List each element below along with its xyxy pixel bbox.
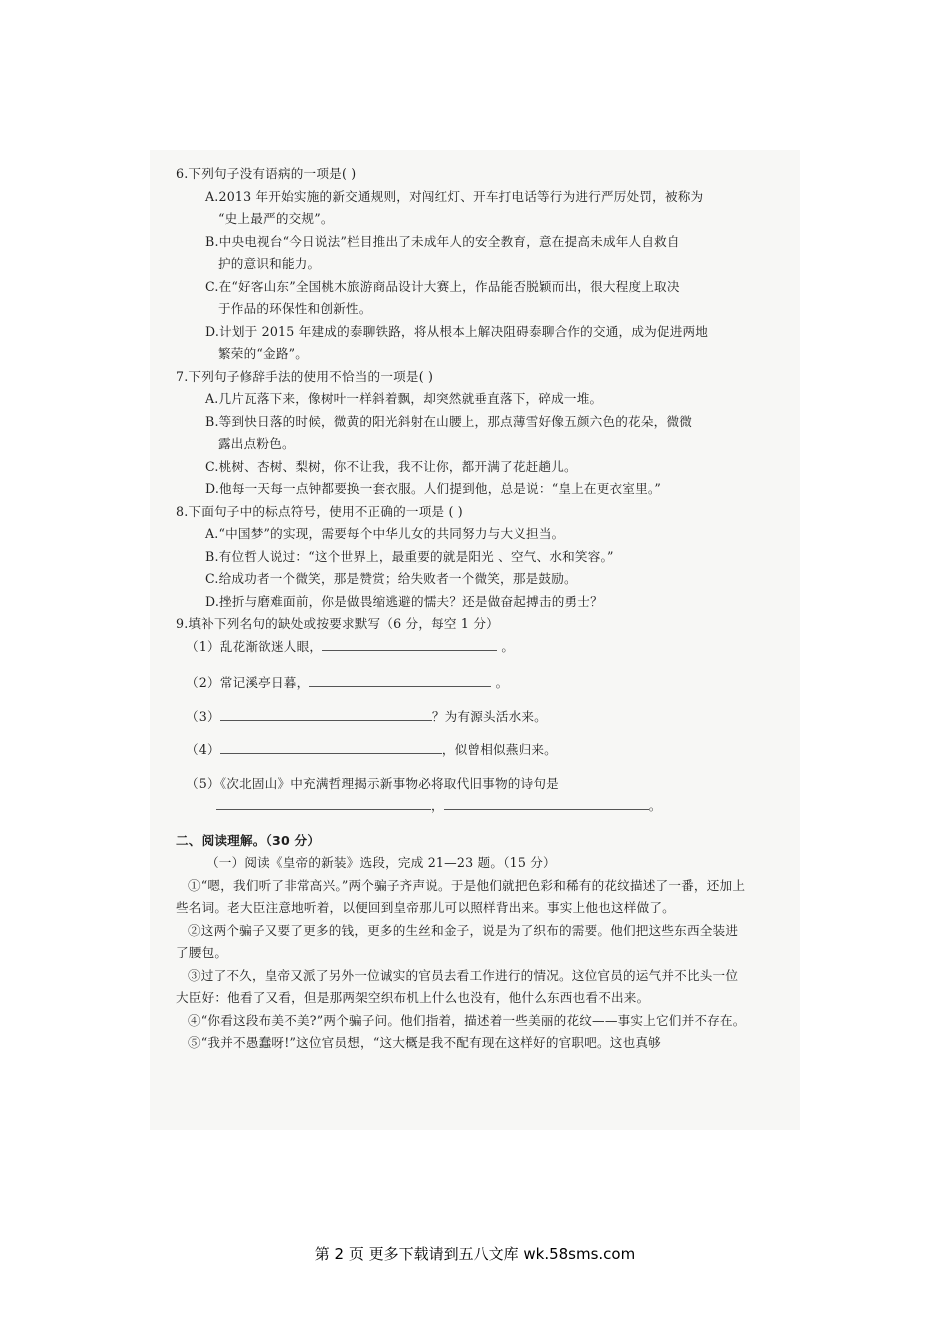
q9-item-5: （5）《次北固山》中充满哲理揭示新事物必将取代旧事物的诗句是 ， 。 bbox=[186, 775, 662, 813]
q9-item-1: （1）乱花渐欲迷人眼， 。 bbox=[176, 636, 746, 659]
q7-option-c: C.桃树、杏树、梨树，你不让我，我不让你，都开满了花赶趟儿。 bbox=[205, 458, 577, 474]
section-2-title: 二、阅读理解。（30 分） bbox=[176, 832, 321, 848]
reading-paragraph-1: ①“嗯，我们听了非常高兴。”两个骗子齐声说。于是他们就把色彩和稀有的花纹描述了一番，还加上些名词。老大臣注意地听着，以便回到皇帝那儿可以照样背出来。事实上他也这样做了。 bbox=[176, 877, 746, 915]
section-2-subtitle: （一）阅读《皇帝的新装》选段，完成 21—23 题。（15 分） bbox=[206, 855, 556, 870]
answer-blank-4[interactable] bbox=[220, 739, 442, 754]
q7-option-d: D.他每一天每一点钟都要换一套衣服。人们提到他，总是说：“皇上在更衣室里。” bbox=[205, 481, 662, 496]
page-footer: 第 2 页 更多下载请到五八文库 wk.58sms.com bbox=[314, 1245, 636, 1263]
reading-paragraph-2: ②这两个骗子又要了更多的钱，更多的生丝和金子，说是为了织布的需要。他们把这些东西全装进了腰包。 bbox=[176, 922, 739, 960]
q8-option-c: C.给成功者一个微笑，那是赞赏；给失败者一个微笑，那是鼓励。 bbox=[205, 571, 577, 586]
exam-content bbox=[176, 163, 746, 1055]
answer-blank-5b[interactable] bbox=[444, 795, 649, 810]
q9-stem: 9.填补下列名句的缺处或按要求默写（6 分，每空 1 分） bbox=[176, 616, 499, 631]
q8-option-a: A.“中国梦”的实现，需要每个中华儿女的共同努力与大义担当。 bbox=[205, 526, 565, 541]
reading-paragraph-4: ④“你看这段布美不美?”两个骗子问。他们指着，描述着一些美丽的花纹——事实上它们并不存在。 bbox=[188, 1012, 746, 1028]
answer-blank-3[interactable] bbox=[220, 706, 432, 721]
q7-stem: 7.下列句子修辞手法的使用不恰当的一项是( ) bbox=[176, 368, 434, 384]
q9-item-3: （3） ？为有源头活水来。 bbox=[176, 706, 746, 729]
answer-blank-2[interactable] bbox=[309, 672, 491, 687]
q6-option-c: C.在“好客山东”全国桃木旅游商品设计大赛上，作品能否脱颖而出，很大程度上取决 于作品的环保性和创新性。 bbox=[205, 278, 680, 316]
q7-option-b: B.等到快日落的时候，微黄的阳光斜射在山腰上，那点薄雪好像五颜六色的花朵，微微 露出点粉色。 bbox=[205, 413, 693, 451]
q8-option-b: B.有位哲人说过：“这个世界上，最重要的就是阳光 、空气、水和笑容。” bbox=[205, 548, 614, 564]
reading-paragraph-3: ③过了不久，皇帝又派了另外一位诚实的官员去看工作进行的情况。这位官员的运气并不比头一位大臣好：他看了又看，但是那两架空织布机上什么也没有，他什么东西也看不出来。 bbox=[176, 967, 739, 1005]
q9-item-2: （2）常记溪亭日暮， 。 bbox=[176, 672, 746, 695]
q8-option-d: D.挫折与磨难面前，你是做畏缩逃避的懦夫？还是做奋起搏击的勇士？ bbox=[205, 593, 603, 609]
q8-stem: 8.下面句子中的标点符号，使用不正确的一项是 ( ) bbox=[176, 503, 463, 519]
answer-blank-1[interactable] bbox=[322, 636, 497, 651]
q6-option-d: D.计划于 2015 年建成的泰聊铁路，将从根本上解决阻碍泰聊合作的交通，成为促进两地 繁荣的“金路”。 bbox=[205, 323, 709, 361]
q6-option-a: A.2013 年开始实施的新交通规则，对闯红灯、开车打电话等行为进行严厉处罚，被称为 “史上最严的交规”。 bbox=[205, 188, 704, 226]
reading-paragraph-5: ⑤“我并不愚蠢呀!”这位官员想，“这大概是我不配有现在这样好的官职吧。这也真够 bbox=[188, 1035, 661, 1050]
answer-blank-5a[interactable] bbox=[216, 795, 431, 810]
q6-option-b: B.中央电视台“今日说法”栏目推出了未成年人的安全教育，意在提高未成年人自救自 护的意识和能力。 bbox=[205, 233, 680, 271]
q9-item-4: （4） ，似曾相似燕归来。 bbox=[176, 739, 746, 762]
q6-stem: 6.下列句子没有语病的一项是( ) bbox=[176, 166, 357, 181]
q7-option-a: A.几片瓦落下来，像树叶一样斜着飘，却突然就垂直落下，碎成一堆。 bbox=[205, 391, 603, 406]
